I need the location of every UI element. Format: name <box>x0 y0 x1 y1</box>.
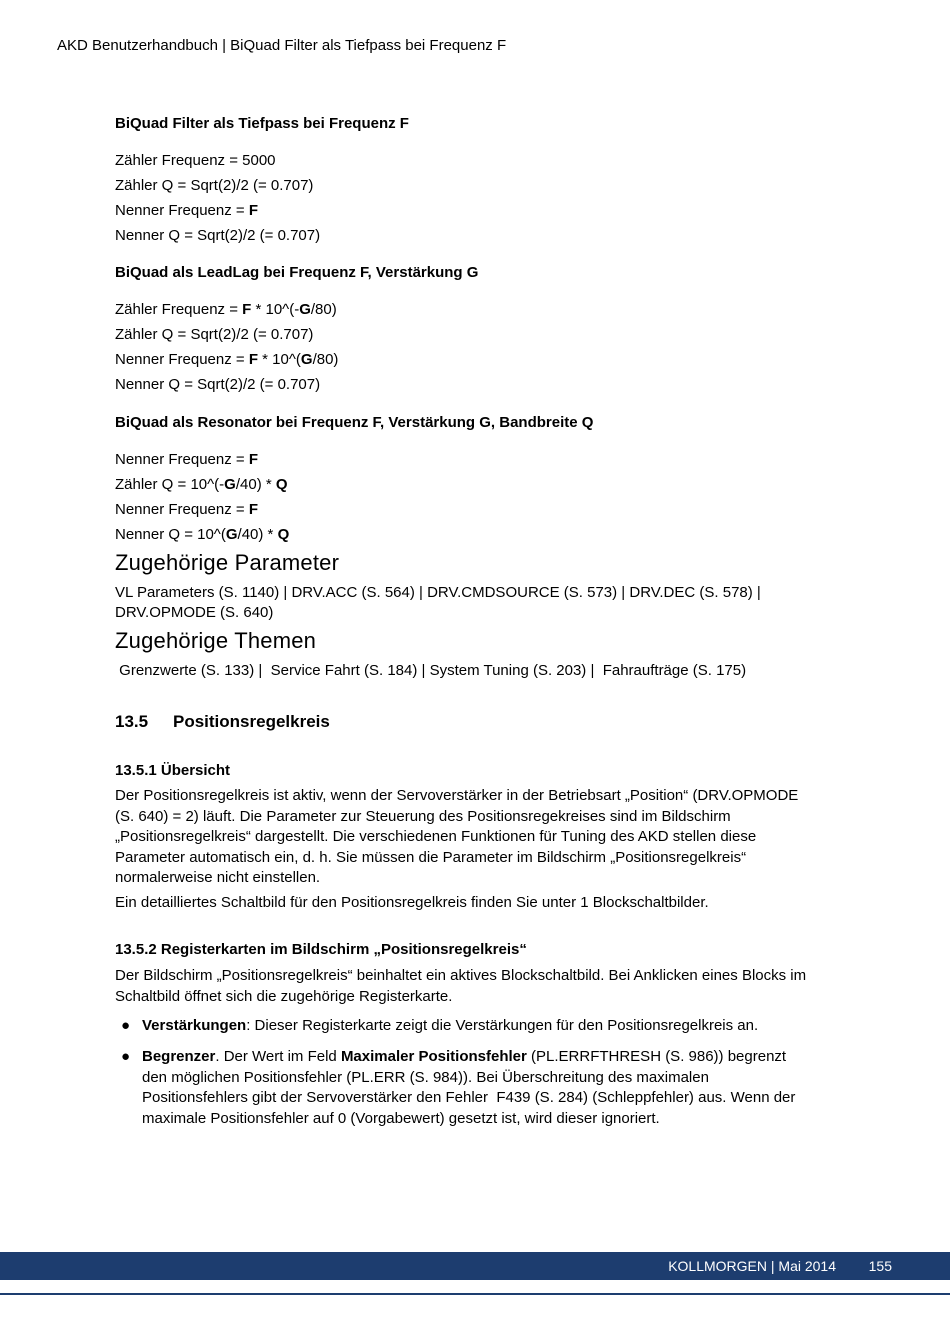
params-heading: Zugehörige Parameter <box>115 550 340 575</box>
block3-title: BiQuad als Resonator bei Frequenz F, Verstärkung G, Bandbreite Q <box>115 414 594 431</box>
bullet-verstaerkungen: ● Verstärkungen: Dieser Registerkarte zeigt die Verstärkungen für den Positionsregelkreis an. <box>142 1016 822 1037</box>
section-number: 13.5 <box>115 712 149 731</box>
footer-text: KOLLMORGEN | Mai 2014 <box>668 1258 836 1274</box>
section-heading <box>115 712 330 732</box>
block1-title: BiQuad Filter als Tiefpass bei Frequenz F <box>115 115 409 132</box>
block1-line3: Nenner Frequenz = F <box>115 202 258 219</box>
block3-line1: Nenner Frequenz = F <box>115 451 258 468</box>
block3-line2: Zähler Q = 10^(-G/40) * Q <box>115 476 288 493</box>
section-title: Positionsregelkreis <box>173 712 330 731</box>
block1-line1: Zähler Frequenz = 5000 <box>115 152 276 169</box>
block2-line2: Zähler Q = Sqrt(2)/2 (= 0.707) <box>115 326 314 343</box>
params-links-line2[interactable]: DRV.OPMODE (S. 640) <box>115 604 274 621</box>
footer-rule <box>0 1293 950 1295</box>
bullet-begrenzer: ● Begrenzer. Der Wert im Feld Maximaler Positionsfehler (PL.ERRFTHRESH (S. 986)) begrenzt den möglichen Positionsfehler (PL.ERR (S. 984)). Bei Überschreitung des maximalen Positionsfehlers gibt der Servoverstärker den Fehler F439 (S. 284) (Schleppfehler) aus. Wenn der maximale Positionsfehler auf 0 (Vorgabewert) gesetzt ist, wird dieser ignoriert. <box>121 1048 796 1127</box>
block2-title: BiQuad als LeadLag bei Frequenz F, Verstärkung G <box>115 264 479 281</box>
bullet-dot-icon: ● <box>121 1048 131 1065</box>
topics-links-line1[interactable]: Grenzwerte (S. 133) | Service Fahrt (S. 184) | System Tuning (S. 203) | Fahraufträge (S. 175) <box>115 662 747 679</box>
bullet-dot-icon: ● <box>121 1017 131 1034</box>
block2-line3: Nenner Frequenz = F * 10^(G/80) <box>115 351 339 368</box>
block1-line2: Zähler Q = Sqrt(2)/2 (= 0.707) <box>115 177 314 194</box>
block2-line4: Nenner Q = Sqrt(2)/2 (= 0.707) <box>115 376 321 393</box>
subsection1-title: 13.5.1 Übersicht <box>115 762 231 779</box>
running-header: AKD Benutzerhandbuch | BiQuad Filter als Tiefpass bei Frequenz F <box>57 37 507 54</box>
topics-heading: Zugehörige Themen <box>115 628 317 653</box>
footer-bar <box>0 1252 950 1280</box>
params-links-line1[interactable]: VL Parameters (S. 1140) | DRV.ACC (S. 564) | DRV.CMDSOURCE (S. 573) | DRV.DEC (S. 578) | <box>115 584 761 601</box>
block2-line1: Zähler Frequenz = F * 10^(-G/80) <box>115 301 337 318</box>
subsection2-paragraph1: Der Bildschirm „Positionsregelkreis“ beinhaltet ein aktives Blockschaltbild. Bei Anklicken eines Blocks im Schaltbild öffnet sich die zugehörige Registerkarte. <box>115 967 807 1005</box>
block3-line4: Nenner Q = 10^(G/40) * Q <box>115 526 290 543</box>
block3-line3: Nenner Frequenz = F <box>115 501 258 518</box>
subsection1-paragraph2: Ein detailliertes Schaltbild für den Positionsregelkreis finden Sie unter 1 Blockschaltbilder. <box>115 894 709 911</box>
page-number: 155 <box>868 1258 892 1274</box>
subsection1-paragraph1: Der Positionsregelkreis ist aktiv, wenn der Servoverstärker in der Betriebsart „Position“ (DRV.OPMODE (S. 640) = 2) läuft. Die Parameter zur Steuerung des Positionsregekreises sind im Bildschirm „Positionsregelkreis“ dargestellt. Die verschiedenen Funktionen für Tuning des AKD stellen diese Parameter automatisch ein, d. h. Sie müssen die Parameter im Bildschirm „Positionsregelkreis“ normalerweise nicht einstellen. <box>115 787 799 886</box>
subsection2-title: 13.5.2 Registerkarten im Bildschirm „Positionsregelkreis“ <box>115 941 527 958</box>
block1-line4: Nenner Q = Sqrt(2)/2 (= 0.707) <box>115 227 321 244</box>
